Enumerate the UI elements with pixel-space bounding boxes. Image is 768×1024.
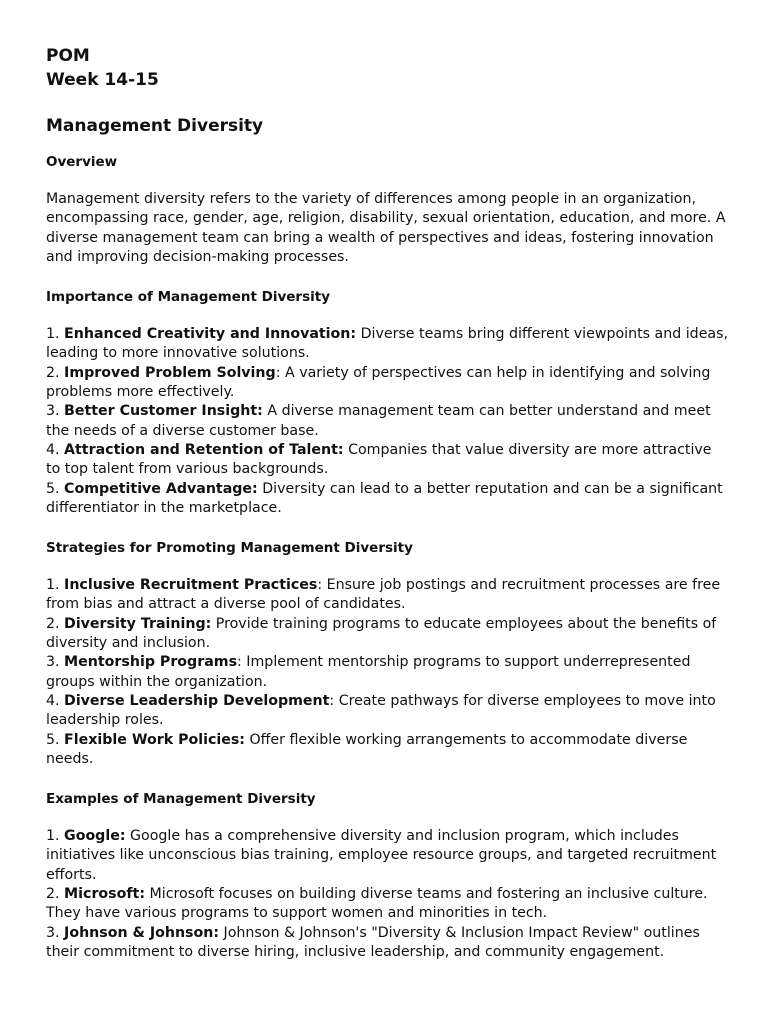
item-text: Diverse teams bring different viewpoints and ideas, leading to more innovative solutions. [46, 326, 729, 362]
item-title: Diverse Leadership Development [64, 692, 330, 709]
importance-list [46, 325, 728, 518]
overview-paragraph: Management diversity refers to the variety of differences among people in an organization, encompassing race, gender, age, religion, disability, sexual orientation, education, and more. A diverse management team can bring a wealth of perspectives and ideas, fostering innovation and improving decision-making processes. [46, 191, 726, 265]
list-item [46, 924, 728, 963]
item-text: A diverse management team can better understand and meet the needs of a diverse customer base. [46, 403, 711, 439]
item-title: Attraction and Retention of Talent: [64, 441, 344, 458]
item-number: 2. [46, 886, 65, 903]
item-title: Competitive Advantage: [64, 480, 258, 497]
item-number: 5. [46, 731, 65, 748]
item-title: Google: [64, 828, 126, 845]
item-text: : A variety of perspectives can help in identifying and solving problems more effectively. [46, 364, 711, 401]
strategies-heading: Strategies for Promoting Management Diversity [46, 540, 413, 557]
list-item [46, 692, 728, 731]
examples-heading: Examples of Management Diversity [46, 791, 316, 808]
item-number: 1. [46, 828, 65, 845]
item-title: Flexible Work Policies: [64, 731, 245, 748]
item-title: Better Customer Insight: [64, 403, 263, 420]
importance-heading: Importance of Management Diversity [46, 289, 331, 306]
list-item [46, 364, 728, 403]
item-title: Microsoft: [64, 886, 146, 903]
item-text: : Implement mentorship programs to support underrepresented groups within the organization. [46, 654, 691, 690]
list-item [46, 885, 728, 924]
list-item [46, 402, 728, 441]
item-text: Provide training programs to educate employees about the benefits of diversity and inclusion. [46, 615, 717, 652]
item-text: Diversity can lead to a better reputation and can be a significant differentiator in the marketplace. [46, 480, 723, 516]
item-title: Mentorship Programs [64, 654, 238, 671]
item-text: : Ensure job postings and recruitment processes are free from bias and attract a diverse pool of candidates. [46, 577, 721, 613]
course-title: POM [46, 46, 90, 66]
item-title: Improved Problem Solving [64, 364, 276, 381]
list-item [46, 731, 728, 770]
item-title: Inclusive Recruitment Practices [64, 577, 318, 594]
item-text: : Create pathways for diverse employees to move into leadership roles. [46, 692, 716, 729]
list-item [46, 325, 728, 364]
item-title: Enhanced Creativity and Innovation: [64, 326, 357, 343]
list-item [46, 480, 728, 519]
item-number: 4. [46, 441, 65, 458]
document-title: Management Diversity [46, 116, 264, 136]
list-item [46, 653, 728, 692]
list-item [46, 615, 728, 654]
list-item [46, 827, 728, 885]
item-title: Diversity Training: [64, 615, 212, 632]
item-text: Google has a comprehensive diversity and inclusion program, which includes initiatives like unconscious bias training, employee resource groups, and targeted recruitment efforts. [46, 828, 717, 883]
week-title: Week 14-15 [46, 70, 159, 90]
item-number: 2. [46, 615, 65, 632]
list-item [46, 576, 728, 615]
item-text: Companies that value diversity are more attractive to top talent from various backgrounds. [46, 441, 712, 478]
item-number: 2. [46, 364, 65, 381]
item-text: Offer flexible working arrangements to accommodate diverse needs. [46, 731, 688, 767]
item-number: 3. [46, 924, 65, 941]
item-title: Johnson & Johnson: [64, 924, 220, 941]
item-number: 3. [46, 403, 65, 420]
examples-list [46, 827, 728, 962]
overview-heading: Overview [46, 154, 118, 170]
item-number: 1. [46, 326, 65, 343]
strategies-list [46, 576, 728, 769]
item-number: 4. [46, 692, 65, 709]
item-number: 3. [46, 654, 65, 671]
item-number: 5. [46, 480, 65, 497]
item-text: Johnson & Johnson's "Diversity & Inclusion Impact Review" outlines their commitment to diverse hiring, inclusive leadership, and community engagement. [46, 924, 700, 960]
list-item [46, 441, 728, 480]
item-number: 1. [46, 577, 65, 594]
item-text: Microsoft focuses on building diverse teams and fostering an inclusive culture. They have various programs to support women and minorities in tech. [46, 886, 708, 922]
